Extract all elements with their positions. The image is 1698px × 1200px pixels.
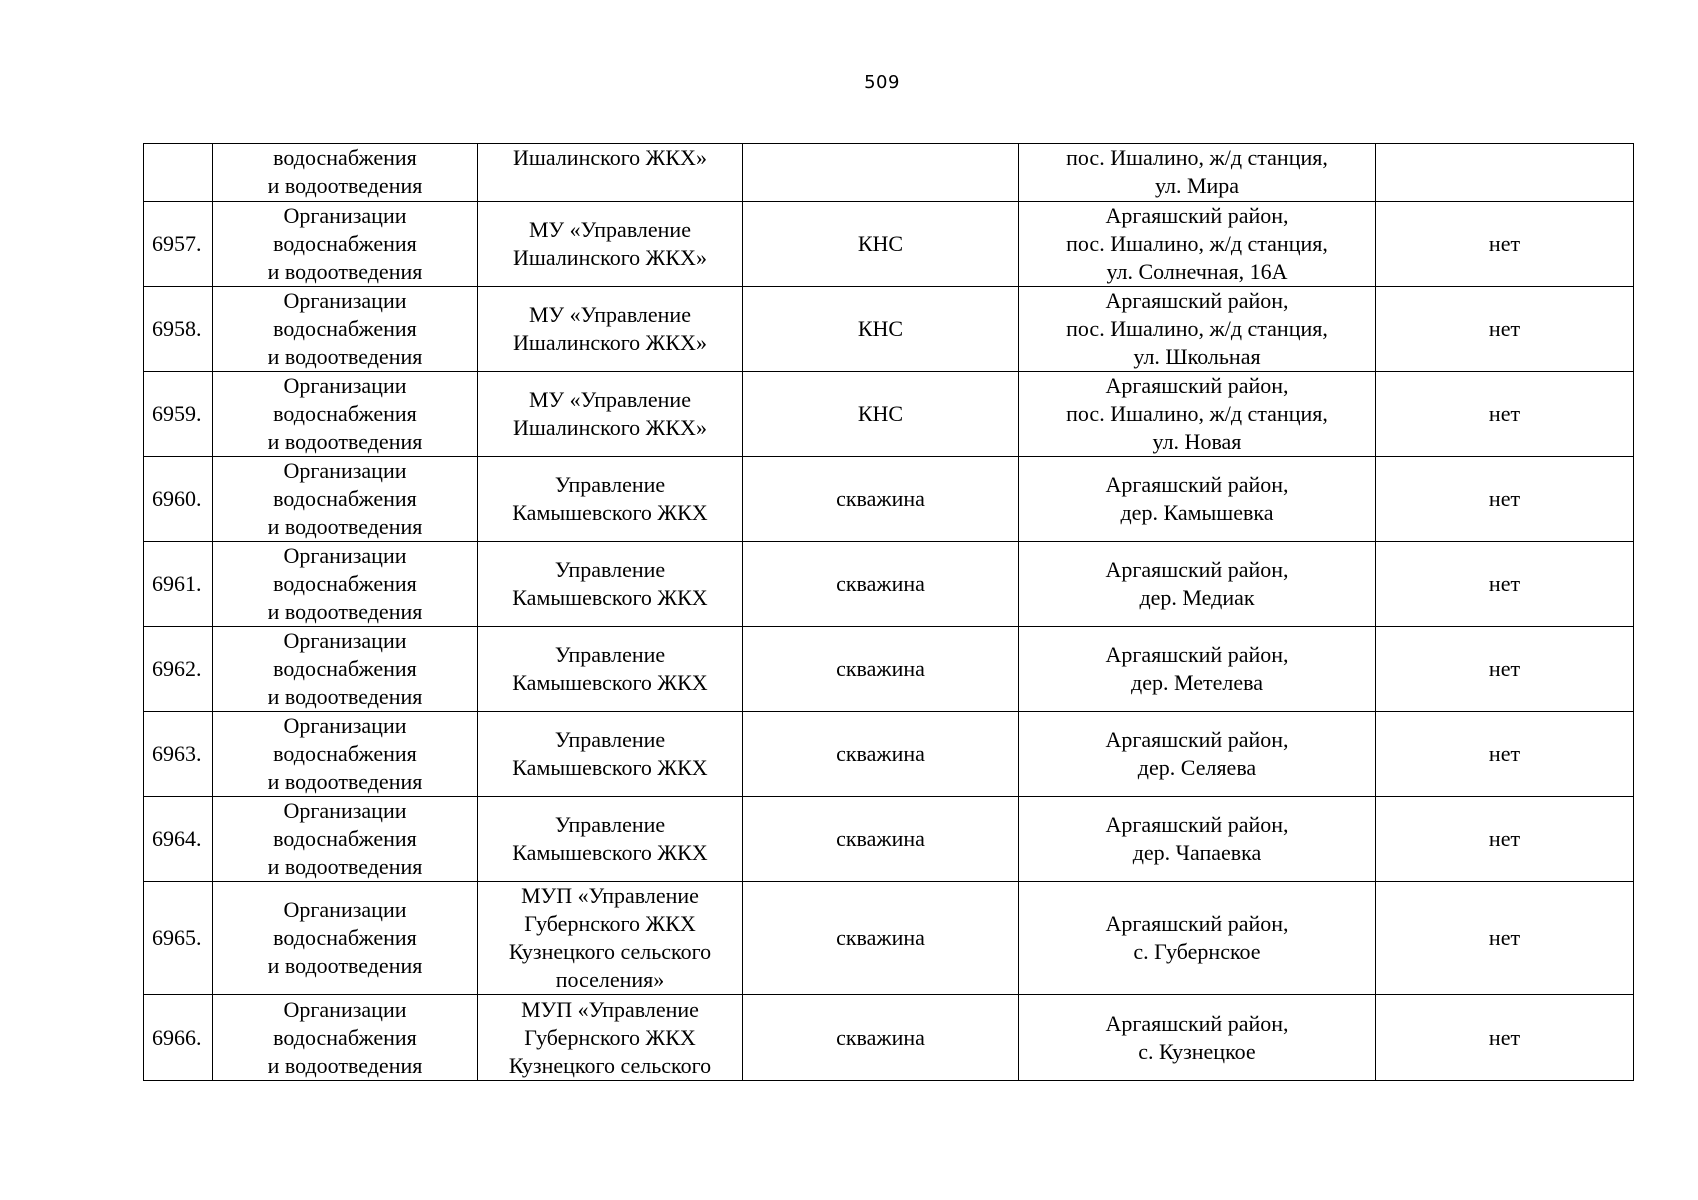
row-number-cell: 6964. <box>144 797 213 882</box>
organization-cell: Управление Камышевского ЖКХ <box>478 797 743 882</box>
row-number-cell: 6957. <box>144 202 213 287</box>
category-cell: Организации водоснабжения и водоотведения <box>213 372 478 457</box>
address-cell: Аргаяшский район, дер. Метелева <box>1019 627 1376 712</box>
address-cell: Аргаяшский район, с. Кузнецкое <box>1019 995 1376 1081</box>
registry-table <box>143 143 1634 1081</box>
address-cell: Аргаяшский район, дер. Медиак <box>1019 542 1376 627</box>
object-cell: скважина <box>743 995 1019 1081</box>
object-cell: скважина <box>743 882 1019 995</box>
address-cell: Аргаяшский район, пос. Ишалино, ж/д станция, ул. Школьная <box>1019 287 1376 372</box>
row-number-cell: 6962. <box>144 627 213 712</box>
category-cell: Организации водоснабжения и водоотведения <box>213 797 478 882</box>
object-cell: скважина <box>743 627 1019 712</box>
address-cell: Аргаяшский район, дер. Камышевка <box>1019 457 1376 542</box>
row-number-cell: 6965. <box>144 882 213 995</box>
row-number-cell <box>144 144 213 202</box>
table-row <box>144 712 1634 797</box>
table-row <box>144 457 1634 542</box>
flag-cell: нет <box>1376 797 1634 882</box>
row-number-cell: 6966. <box>144 995 213 1081</box>
category-cell: Организации водоснабжения и водоотведения <box>213 457 478 542</box>
organization-cell: Управление Камышевского ЖКХ <box>478 457 743 542</box>
category-cell: Организации водоснабжения и водоотведения <box>213 542 478 627</box>
row-number-cell: 6958. <box>144 287 213 372</box>
organization-cell: Ишалинского ЖКХ» <box>478 144 743 202</box>
organization-cell: МУП «Управление Губернского ЖКХ Кузнецкого сельского <box>478 995 743 1081</box>
table-row <box>144 287 1634 372</box>
object-cell <box>743 144 1019 202</box>
flag-cell: нет <box>1376 712 1634 797</box>
table-row <box>144 882 1634 995</box>
address-cell: Аргаяшский район, с. Губернское <box>1019 882 1376 995</box>
table-row-continuation <box>144 144 1634 202</box>
object-cell: скважина <box>743 712 1019 797</box>
flag-cell: нет <box>1376 627 1634 712</box>
table-row <box>144 202 1634 287</box>
registry-table-body <box>144 144 1634 1081</box>
organization-cell: МУП «Управление Губернского ЖКХ Кузнецкого сельского поселения» <box>478 882 743 995</box>
address-cell: Аргаяшский район, дер. Селяева <box>1019 712 1376 797</box>
flag-cell: нет <box>1376 457 1634 542</box>
object-cell: скважина <box>743 797 1019 882</box>
object-cell: КНС <box>743 202 1019 287</box>
organization-cell: МУ «Управление Ишалинского ЖКХ» <box>478 202 743 287</box>
flag-cell: нет <box>1376 287 1634 372</box>
table-row <box>144 995 1634 1081</box>
row-number-cell: 6959. <box>144 372 213 457</box>
category-cell: Организации водоснабжения и водоотведения <box>213 202 478 287</box>
flag-cell: нет <box>1376 995 1634 1081</box>
table-row <box>144 542 1634 627</box>
category-cell: Организации водоснабжения и водоотведения <box>213 995 478 1081</box>
flag-cell: нет <box>1376 372 1634 457</box>
address-cell: Аргаяшский район, дер. Чапаевка <box>1019 797 1376 882</box>
object-cell: скважина <box>743 542 1019 627</box>
flag-cell: нет <box>1376 202 1634 287</box>
organization-cell: Управление Камышевского ЖКХ <box>478 712 743 797</box>
address-cell: Аргаяшский район, пос. Ишалино, ж/д станция, ул. Солнечная, 16А <box>1019 202 1376 287</box>
category-cell: водоснабжения и водоотведения <box>213 144 478 202</box>
organization-cell: МУ «Управление Ишалинского ЖКХ» <box>478 372 743 457</box>
row-number-cell: 6960. <box>144 457 213 542</box>
object-cell: скважина <box>743 457 1019 542</box>
row-number-cell: 6963. <box>144 712 213 797</box>
organization-cell: Управление Камышевского ЖКХ <box>478 627 743 712</box>
table-row <box>144 372 1634 457</box>
category-cell: Организации водоснабжения и водоотведения <box>213 712 478 797</box>
table-row <box>144 797 1634 882</box>
organization-cell: МУ «Управление Ишалинского ЖКХ» <box>478 287 743 372</box>
flag-cell: нет <box>1376 542 1634 627</box>
organization-cell: Управление Камышевского ЖКХ <box>478 542 743 627</box>
address-cell: Аргаяшский район, пос. Ишалино, ж/д станция, ул. Новая <box>1019 372 1376 457</box>
table-row <box>144 627 1634 712</box>
category-cell: Организации водоснабжения и водоотведения <box>213 882 478 995</box>
flag-cell <box>1376 144 1634 202</box>
address-cell: пос. Ишалино, ж/д станция, ул. Мира <box>1019 144 1376 202</box>
flag-cell: нет <box>1376 882 1634 995</box>
object-cell: КНС <box>743 372 1019 457</box>
object-cell: КНС <box>743 287 1019 372</box>
page-number: 509 <box>864 72 900 93</box>
row-number-cell: 6961. <box>144 542 213 627</box>
category-cell: Организации водоснабжения и водоотведения <box>213 287 478 372</box>
category-cell: Организации водоснабжения и водоотведения <box>213 627 478 712</box>
